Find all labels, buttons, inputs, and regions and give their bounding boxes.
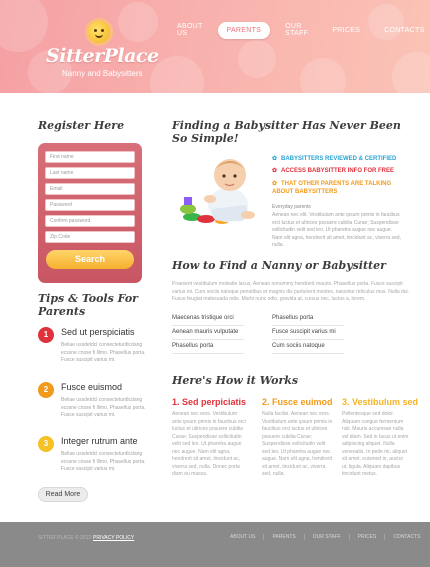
feature-item: [272, 155, 396, 163]
step-text: Pellentesque sed dolor. Aliquam congue fermentum nisl. Mauris accumsan nulla vel diam. Sed in lacus ut enim adipiscing aliquet. Nulla venenatis. In pede mi, aliquet sit amet, euismod in, auctor ut, ligula. Aliquam dapibus tincidunt metus.: [342, 411, 409, 477]
list-link[interactable]: Fusce suscipit varius mi: [272, 329, 344, 340]
tip-number: 2: [38, 382, 54, 398]
feature-text: BABYSITTERS REVIEWED & CERTIFIED: [281, 156, 397, 162]
nav-about-us[interactable]: ABOUT US: [177, 23, 203, 37]
zip-code-field[interactable]: Zip Code: [45, 231, 135, 243]
first-name-field[interactable]: First name: [45, 151, 135, 163]
site-footer: [0, 522, 430, 567]
footer-nav: [222, 534, 428, 540]
list-link[interactable]: Phasellus porta: [172, 343, 244, 354]
footer-nav-about-us[interactable]: ABOUT US: [230, 534, 256, 540]
footer-nav-prices[interactable]: PRICES: [349, 534, 385, 540]
step-title: 1. Sed perpiciatis: [172, 397, 247, 407]
list-link[interactable]: Cum sociis natoque: [272, 343, 344, 354]
register-title: Register Here: [38, 119, 125, 132]
bokeh-decoration: [0, 0, 48, 52]
feature-item: [272, 180, 402, 196]
flower-icon: ✿: [272, 168, 278, 174]
nav-contacts[interactable]: CONTACTS: [384, 26, 425, 34]
how-to-find-text: Praesent vestibulum molestie lacus. Aenean nonummy hendrerit mauris. Phasellus porta. Fusce suscipit varius mi. Cum sociis natoque penatibus et magnis dis parturient montes, nascetur ridiculus mus. Nulla dui. Fusce feugiat malesuada odio. Morbi nunc odio, gravida at, cursus nec, luctus a, lorem.: [172, 281, 410, 302]
step-title: 2. Fusce euimod: [262, 397, 333, 407]
nav-our-staff[interactable]: OUR STAFF: [285, 23, 309, 37]
footer-nav-our-staff[interactable]: OUR STAFF: [304, 534, 349, 540]
tip-text: Beliae ussdetdcl consecteturdlcdang ecssne cnsse fi lllmo. Phasellus porta. Fusce suscipit varius mi.: [61, 451, 146, 472]
finding-title: Finding a Babysitter Has Never Been So Simple!: [172, 119, 401, 145]
copyright: SITTER PLACE © 2013: [38, 535, 92, 541]
tip-title[interactable]: Integer rutrum ante: [61, 436, 138, 446]
small-title: Everyday parents: [272, 204, 311, 210]
tip-title[interactable]: Fusce euismod: [61, 382, 123, 392]
flower-icon: ✿: [272, 156, 278, 162]
footer-nav-parents[interactable]: PARENTS: [263, 534, 303, 540]
nav-prices[interactable]: PRICES: [332, 26, 361, 34]
search-button[interactable]: Search: [46, 250, 134, 269]
small-text: Aenean nec elit. Vestibulum ante ipsum primis in faucibus orci luctus et ultrices posuere cubilia Curae; Suspendisse sollicitudin velit sed leo. Ut pharetra augue nec augue. Nam elit agna, hendrerit sit amet, tincidunt ac, viverra sed, nulla.: [272, 212, 401, 248]
tip-text: Beliae ussdetdcl consecteturdlcdang ecssne cnsse fi lllmo. Phasellus porta. Fusce suscipit varius mi.: [61, 397, 146, 418]
bokeh-decoration: [300, 58, 346, 93]
feature-item: [272, 167, 394, 175]
list-link[interactable]: Aenean mauris vulputate: [172, 329, 244, 340]
tip-title[interactable]: Sed ut perspiciatis: [61, 327, 135, 337]
flower-icon: ✿: [272, 181, 278, 187]
site-header: [0, 0, 430, 93]
read-more-button[interactable]: Read More: [38, 487, 88, 502]
nav-parents[interactable]: PARENTS: [218, 22, 271, 39]
tip-text: Beliae ussdetdcl consecteturdlcdang ecssne cnsse fi lllmo. Phasellus porta. Fusce suscipit varius mi.: [61, 342, 146, 363]
privacy-policy-link[interactable]: PRIVACY POLICY: [93, 535, 135, 541]
bokeh-decoration: [392, 52, 430, 93]
bokeh-decoration: [118, 2, 158, 42]
feature-text: THAT OTHER PARENTS ARE TALKING ABOUT BABYSITTERS: [272, 181, 392, 195]
password-field[interactable]: Password: [45, 199, 135, 211]
main-nav: [168, 18, 430, 42]
step-text: Nulla facilisi. Aenean nec eros. Vestibulum ante ipsum primis in faucibus orci luctus et ultrices posuere cubilia Curae; Suspendisse sollicitudin velit sed leo. Ut pharetra augue nec augue. Nam elit agna, hendrerit sit amet, tincidunt ac, viverra sed, nulla.: [262, 411, 333, 477]
baby-with-toys-image: [172, 149, 264, 227]
tip-number: 1: [38, 327, 54, 343]
step-text: Aenean nec eros. Vestibulum ante ipsum primis in faucibus orci luctus et ultrices posuere cubilia Curae; Suspendisse sollicitudin velit sed leo. Ut pharetra augue nec augue. Nam elit agna, hendrerit sit amet, tincidunt ac, viverra sed, nulla. Donec porta diam eu massa.: [172, 411, 246, 477]
bokeh-decoration: [238, 40, 276, 78]
feature-text: ACCESS BABYSITTER INFO FOR FREE: [281, 168, 395, 174]
sun-logo-icon: [88, 21, 110, 43]
step-title: 3. Vestibulum sed: [342, 397, 419, 407]
email-field[interactable]: Email: [45, 183, 135, 195]
list-link[interactable]: Phasellus porta: [272, 315, 344, 326]
how-to-find-title: How to Find a Nanny or Babysitter: [172, 259, 386, 272]
logo-title[interactable]: SitterPlace: [46, 45, 159, 67]
tips-title: Tips & Tools For Parents: [38, 292, 138, 318]
list-link[interactable]: Maecenas tristique orci: [172, 315, 244, 326]
last-name-field[interactable]: Last name: [45, 167, 135, 179]
footer-nav-contacts[interactable]: CONTACTS: [384, 534, 428, 540]
tip-number: 3: [38, 436, 54, 452]
confirm-password-field[interactable]: Confirm password: [45, 215, 135, 227]
how-it-works-title: Here's How it Works: [172, 374, 299, 387]
logo-subtitle: Nanny and Babysitters: [62, 69, 143, 78]
